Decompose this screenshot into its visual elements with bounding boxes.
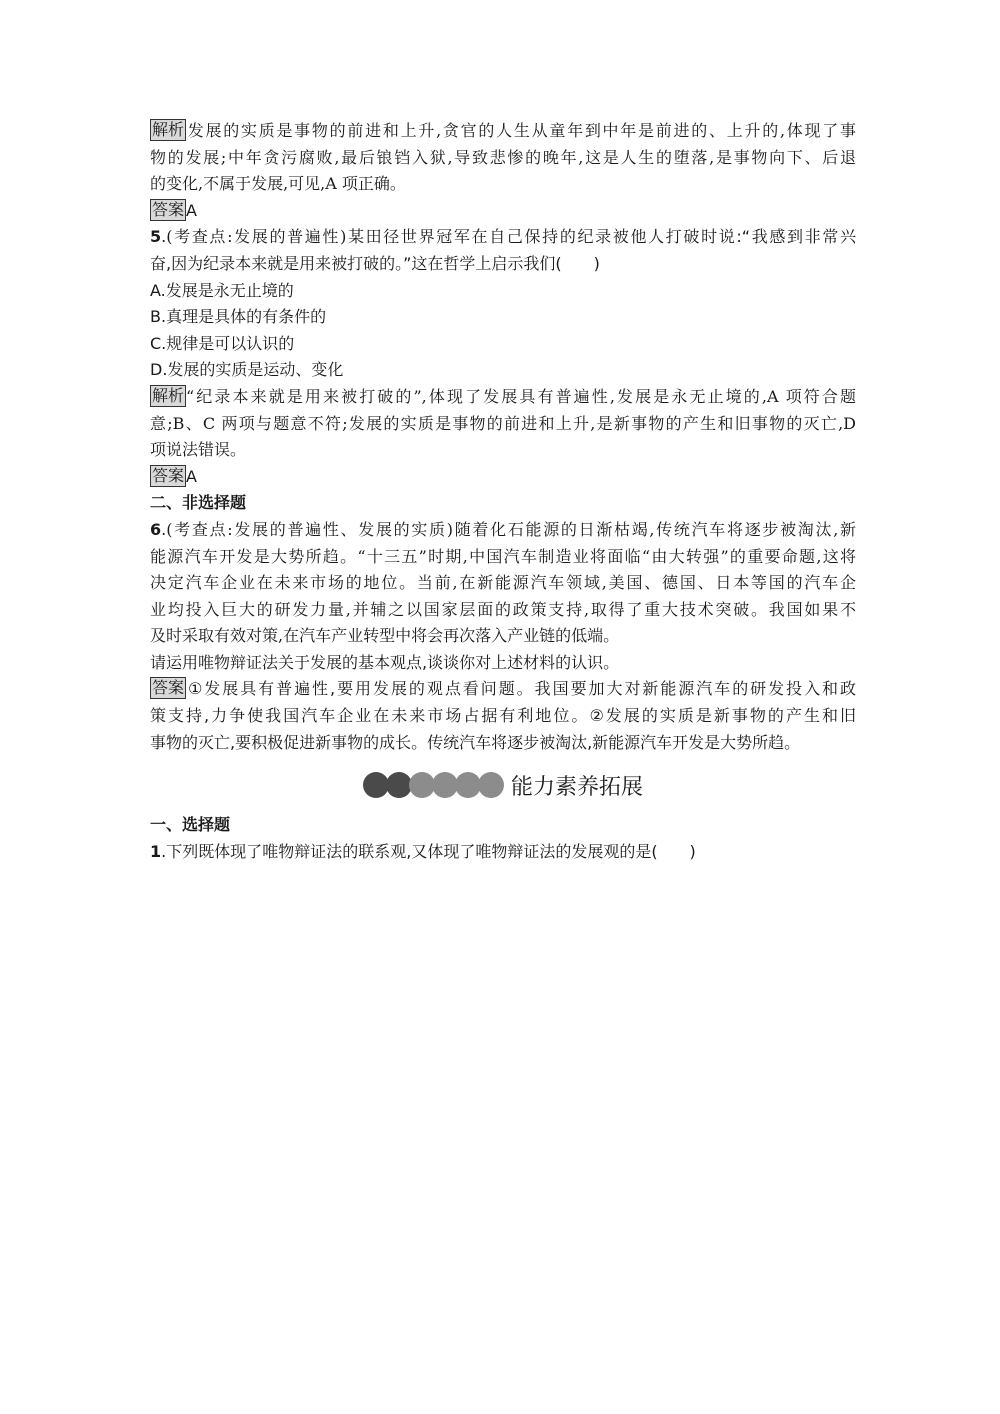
q6-stem-text-1: 随着化石能源的日渐枯竭,传统汽车将逐步被淘汰,新: [453, 519, 856, 539]
q4-analysis-line-1: [150, 118, 856, 145]
q5-analysis-line-2: 意;B、C 两项与题意不符;发展的实质是事物的前进和上升,是新事物的产生和旧事物的灭亡,D: [150, 413, 856, 433]
q5-option-b: B.真理是具体的有条件的: [150, 307, 327, 327]
q5-analysis-text-1: “纪录本来就是用来被打破的”,体现了发展具有普遍性,发展是永无止境的,A 项符合题: [186, 386, 856, 406]
q6-answer-line-2: 策支持,力争使我国汽车企业在未来市场占据有利地位。②发展的实质是新事物的产生和旧: [150, 706, 856, 726]
q5-stem-line-2: 奋,因为纪录本来就是用来被打破的。”这在哲学上启示我们( ): [150, 253, 600, 273]
analysis-tag: 解析: [152, 385, 185, 405]
q5-keypoint: .(考查点:发展的普遍性): [161, 227, 347, 247]
q5-option-c: C.规律是可以认识的: [150, 333, 295, 353]
q6-answer-text-1: ①发展具有普遍性,要用发展的观点看问题。我国要加大对新能源汽车的研发投入和政: [186, 679, 856, 699]
q4-analysis-line-2: 物的发展;中年贪污腐败,最后锒铛入狱,导致悲惨的晚年,这是人生的堕落,是事物向下、后退: [150, 147, 856, 167]
q6-answer-line-1: [150, 676, 856, 703]
q5-answer-value: A: [186, 466, 197, 486]
q4-analysis-text-1: 发展的实质是事物的前进和上升,贪官的人生从童年到中年是前进的、上升的,体现了事: [186, 121, 856, 140]
q5-stem-text-1: 某田径世界冠军在自己保持的纪录被他人打破时说:“我感到非常兴: [346, 227, 856, 247]
q4-answer: [150, 198, 856, 225]
next-q1-number: 1: [150, 841, 162, 861]
next-q1-stem: [150, 839, 856, 866]
q5-analysis-line-3: 项说法错误。: [150, 440, 247, 460]
q5-number: 5: [150, 227, 162, 247]
banner-dots-icon: [363, 772, 501, 798]
q5-analysis-line-1: [150, 384, 856, 411]
q5-option-d: D.发展的实质是运动、变化: [150, 360, 344, 380]
q6-stem-line-1: [150, 517, 856, 544]
q6-keypoint: .(考查点:发展的普遍性、发展的实质): [161, 519, 454, 539]
section-title-choice: 一、选择题: [150, 815, 231, 835]
section-banner: [150, 762, 856, 808]
document-content: [150, 118, 856, 865]
q6-stem-line-2: 能源汽车开发是大势所趋。“十三五”时期,中国汽车制造业将面临“由大转强”的重要命题,这将: [150, 546, 856, 566]
q4-answer-value: A: [186, 200, 197, 220]
dot-light-4: [478, 772, 504, 798]
banner-title: 能力素养拓展: [510, 774, 643, 800]
q6-question: 请运用唯物辩证法关于发展的基本观点,谈谈你对上述材料的认识。: [150, 652, 620, 672]
q6-stem-line-4: 业均投入巨大的研发力量,并辅之以国家层面的政策支持,取得了重大技术突破。我国如果不: [150, 599, 856, 619]
answer-tag: 答案: [152, 199, 185, 219]
q6-stem-line-3: 决定汽车企业在未来市场的地位。当前,在新能源汽车领域,美国、德国、日本等国的汽车企: [150, 573, 856, 593]
q6-stem-line-5: 及时采取有效对策,在汽车产业转型中将会再次落入产业链的低端。: [150, 626, 620, 646]
q5-answer: [150, 464, 856, 491]
answer-tag: 答案: [152, 465, 185, 485]
q5-option-a: A.发展是永无止境的: [150, 280, 294, 300]
q5-stem-line-1: [150, 224, 856, 251]
q4-analysis-line-3: 的变化,不属于发展,可见,A 项正确。: [150, 174, 406, 194]
next-q1-text: .下列既体现了唯物辩证法的联系观,又体现了唯物辩证法的发展观的是( ): [161, 841, 696, 861]
answer-tag: 答案: [152, 678, 185, 698]
q6-answer-line-3: 事物的灭亡,要积极促进新事物的成长。传统汽车将逐步被淘汰,新能源汽车开发是大势所趋。: [150, 732, 801, 752]
analysis-tag: 解析: [152, 120, 185, 139]
section-title-non-choice: 二、非选择题: [150, 493, 247, 513]
q6-number: 6: [150, 519, 162, 539]
